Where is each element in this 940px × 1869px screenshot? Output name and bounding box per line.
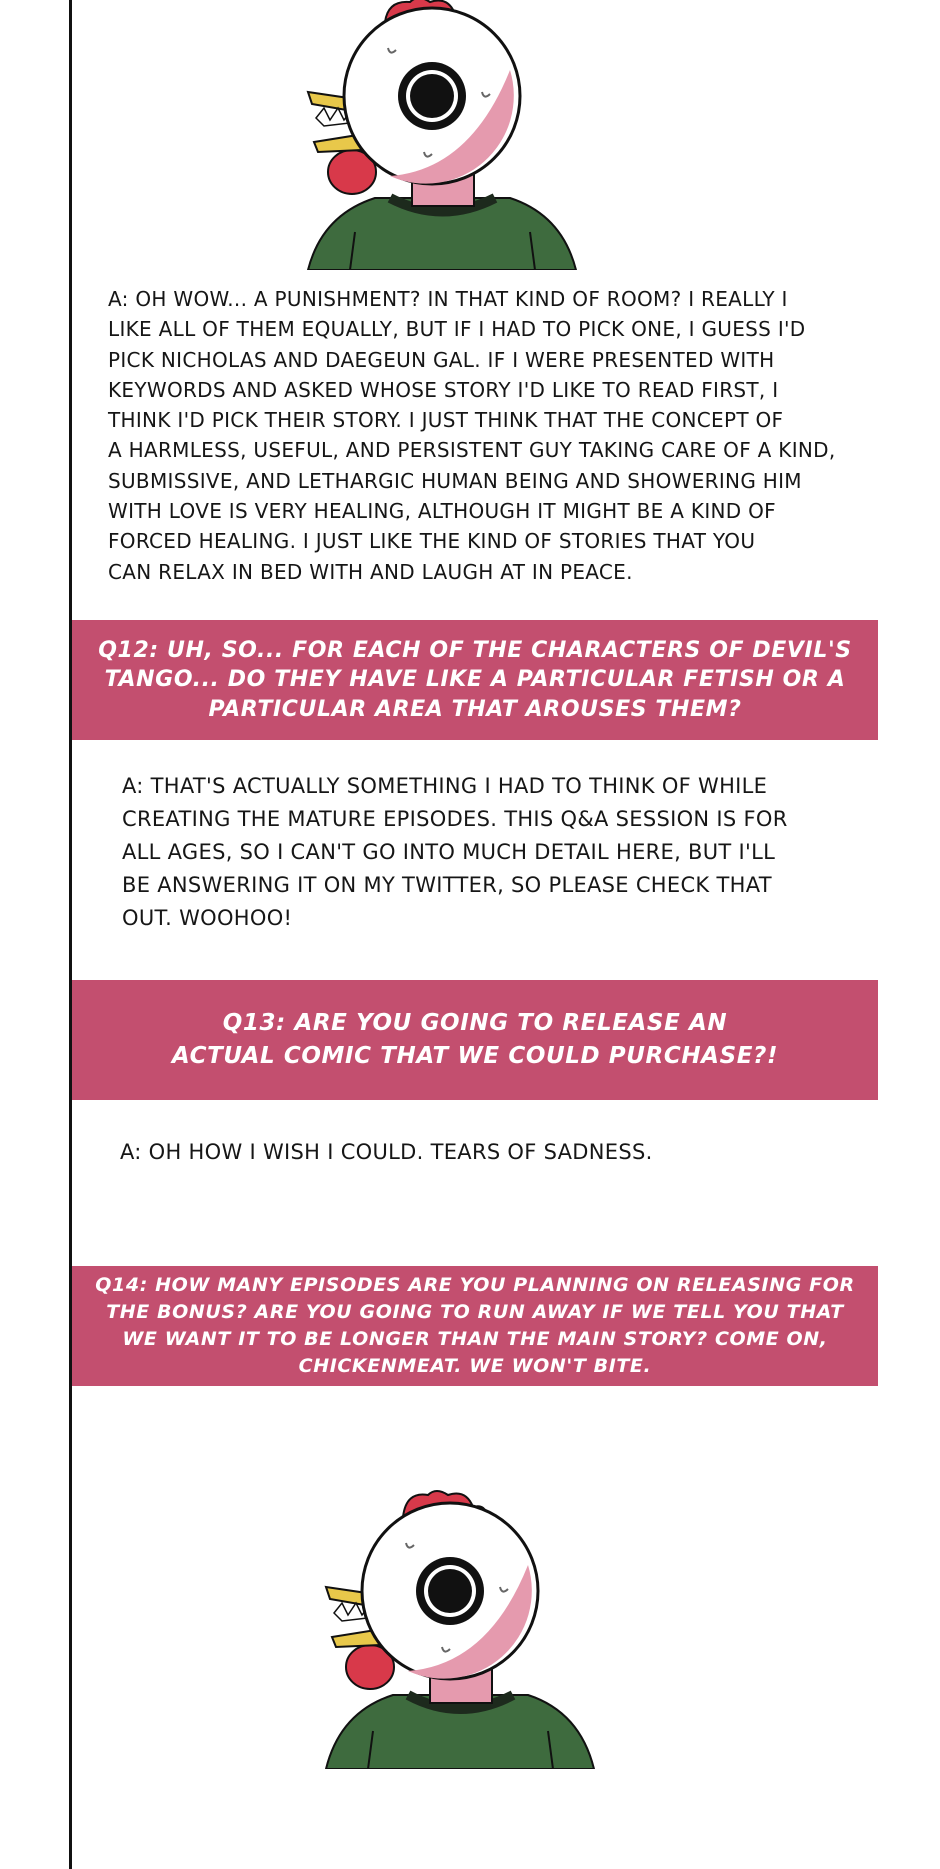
question-q13-text: Q13: ARE YOU GOING TO RELEASE AN ACTUAL COMIC THAT WE COULD PURCHASE?! [171, 1010, 779, 1069]
chicken-mascot-icon [318, 1487, 603, 1769]
answer-q11: A: OH WOW... A PUNISHMENT? IN THAT KIND OF ROOM? I REALLY I LIKE ALL OF THEM EQUALLY, BUT IF I HAD TO PICK ONE, I GUESS I'D PICK NICHOLAS AND DAEGEUN GAL. IF I WERE PRESENTED WITH KEYWORDS AND ASKED WHOSE STORY I'D LIKE TO READ FIRST, I THINK I'D PICK THEIR STORY. I JUST THINK THAT THE CONCEPT OF A HARMLESS, USEFUL, AND PERSISTENT GUY TAKING CARE OF A KIND, SUBMISSIVE, AND LETHARGIC HUMAN BEING AND SHOWERING HIM WITH LOVE IS VERY HEALING, ALTHOUGH IT MIGHT BE A KIND OF FORCED HEALING. I JUST LIKE THE KIND OF STORIES THAT YOU CAN RELAX IN BED WITH AND LAUGH AT IN PEACE. [108, 287, 836, 584]
question-q12-text: Q12: UH, SO... FOR EACH OF THE CHARACTERS OF DEVIL'S TANGO... DO THEY HAVE LIKE A PARTICULAR FETISH OR A PARTICULAR AREA THAT AROUSES THEM? [98, 637, 852, 722]
question-band-q14 [72, 1266, 878, 1386]
page-left-border [69, 0, 72, 1869]
chicken-mascot-icon [300, 0, 585, 270]
question-band-q13 [72, 980, 878, 1100]
answer-q13: A: OH HOW I WISH I COULD. TEARS OF SADNESS. [120, 1140, 653, 1164]
question-q14-text: Q14: HOW MANY EPISODES ARE YOU PLANNING ON RELEASING FOR THE BONUS? ARE YOU GOING TO RUN AWAY IF WE TELL YOU THAT WE WANT IT TO BE LONGER THAN THE MAIN STORY? COME ON, CHICKENMEAT. WE WON'T BITE. [95, 1274, 855, 1377]
answer-q12: A: THAT'S ACTUALLY SOMETHING I HAD TO THINK OF WHILE CREATING THE MATURE EPISODES. THIS Q&A SESSION IS FOR ALL AGES, SO I CAN'T GO INTO MUCH DETAIL HERE, BUT I'LL BE ANSWERING IT ON MY TWITTER, SO PLEASE CHECK THAT OUT. WOOHOO! [122, 774, 788, 930]
question-band-q12 [72, 620, 878, 740]
